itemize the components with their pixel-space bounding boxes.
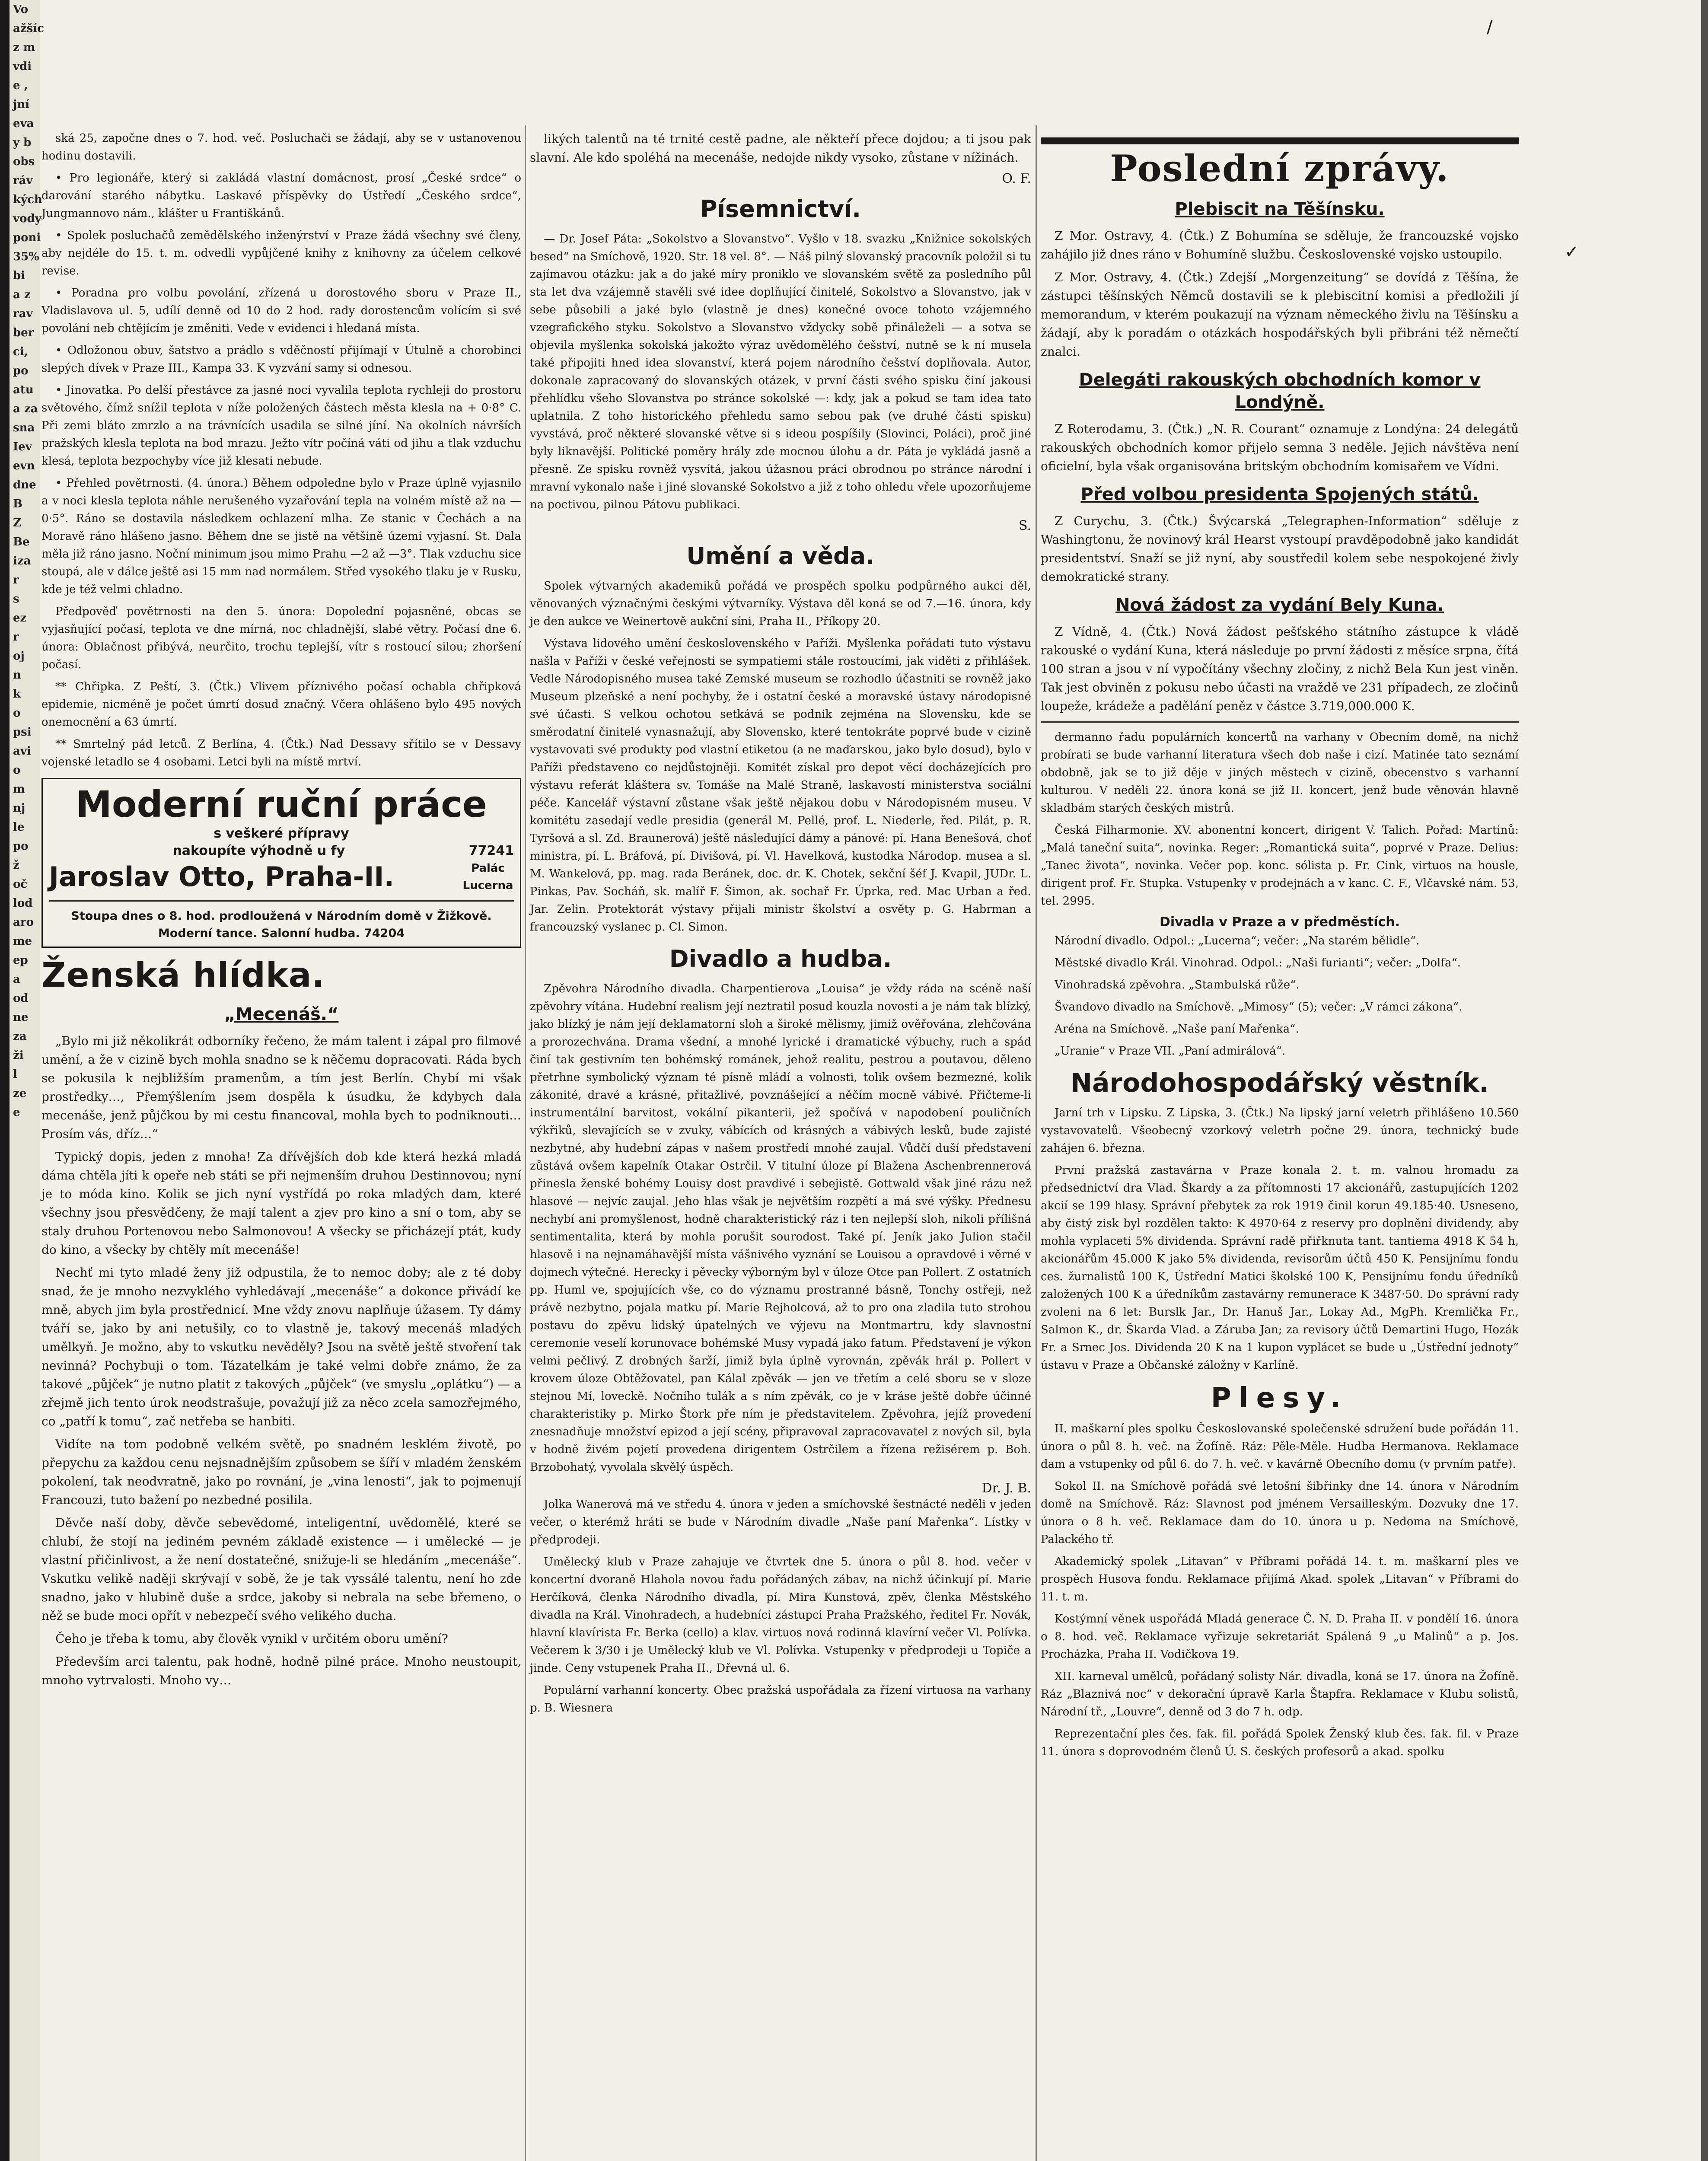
article-title: Před volbou presidenta Spojených států. <box>1080 484 1479 504</box>
paragraph: Reprezentační ples čes. fak. fil. pořádá Spolek Ženský klub čes. fak. fil. v Praze 11. února s doprovodném členů Ú. S. českých profesorů a akad. spolku <box>1041 1728 1519 1758</box>
cut-fragment: rav <box>13 307 33 320</box>
cut-fragment: psi <box>13 726 32 739</box>
paragraph: „Uranie“ v Praze VII. „Paní admirálová“. <box>1055 1045 1286 1058</box>
balls-section <box>1041 1420 1519 1761</box>
ad-line: nakoupíte výhodně u fy 77241 <box>172 843 514 858</box>
article-body: Z Vídně, 4. (Čtk.) Nová žádost pešťského státního zástupce k vládě rakouské o vydání Kuna, která následuje po první žádosti z měsíce srpna, čítá 100 stran a jsou v ní vypočítány všechny zločiny, z nichž Bela Kun jest viněn. Tak jest obviněn z pokusu nebo účasti na vraždě ve 231 případech, ze zločinů loupeže, krádeže a padělání peněz v částce 3.719,000.000 K. <box>1041 625 1519 713</box>
ad-line: s veškeré přípravy <box>214 826 349 841</box>
section-heading: Poslední zprávy. <box>1041 137 1519 190</box>
cut-fragment: o <box>13 707 21 720</box>
cut-fragment: z m <box>13 41 35 54</box>
cut-fragment: ez <box>13 612 27 625</box>
cut-fragment: vody <box>13 212 41 225</box>
cut-fragment: 35% <box>13 250 39 263</box>
cut-fragment: ep <box>13 954 28 967</box>
cut-fragment: nj <box>13 802 25 815</box>
cut-fragment: me <box>13 935 32 948</box>
paragraph: Národní divadlo. Odpol.: „Lucerna“; večer: „Na starém bělidle“. <box>1055 934 1420 947</box>
article-body: Z Roterodamu, 3. (Čtk.) „N. R. Courant“ oznamuje z Londýna: 24 delegátů rakouských obchodních komor přijelo semna 3 neděle. Jejich návštěva není oficielní, byla však organisována britským obchodním komisařem ve Vídni. <box>1041 422 1519 473</box>
article-title: Delegáti rakouských obchodních komor v Londýně. <box>1079 370 1481 412</box>
cut-fragment: s <box>13 593 19 606</box>
paragraph: Především arci talentu, pak hodně, hodně pilné práce. Mnoho neustoupit, mnoho vytrvalosti. Mnoho vy… <box>41 1654 521 1687</box>
cut-fragment: oj <box>13 650 25 663</box>
paragraph: Děvče naší doby, děvče sebevědomé, inteligentní, uvědomělé, které se chlubí, že stojí na jediném pevném základě existence — i umělecké — je vlastní přičinlivost, a že není dostatečné, snižuje-li se hledáním „mecenáše“. Vskutku velikě naději skrývají v sobě, že je tak vyssálé talentu, není ho zde snadno, jako v hlubině duše a srdce, jakoby si nebrala na sebe břemeno, o něž se bude moci opřít v nebezpečí svého velikého ducha. <box>41 1516 521 1623</box>
cut-fragment: eva <box>13 117 34 130</box>
cut-fragment: e <box>13 1106 20 1119</box>
listing-heading: Divadla v Praze a v předměstích. <box>1159 915 1400 930</box>
cut-fragment: lod <box>13 897 33 910</box>
paragraph: — Dr. Josef Páta: „Sokolstvo a Slovanstvo“. Vyšlo v 18. svazku „Knižnice sokolských besed“ na Smíchově, 1920. Str. 18 vel. 8°. — Náš pilný slovanský pracovník položil si tu zajímavou otázku: jak a do jaké míry proniklo ve slovanském světě za posledního půl sta let dva vzájemně stavěli své idee doplňující činitelé, Sokolstvo a Slovanstvo, jak v sebe působili a jaké bylo (vlastně je dnes) konečné ovoce tohoto vzájemného vzegrafického styku. Sokolstvo a Slovanstvo vždycky sobě přináleželi — a sotva se objevila myšlenka sokolská jakožto výraz uvědomělého češství, nutně se k ní musela také připojiti hned idea slovanství, která pojem národního češství doplňovala. Autor, dokonale zapracovaný do slovanských otázek, v první části svého spisku činí jakousi přehlídku všeho Slovanstva po stránce sokolské —: kdy, jak a pokud se tam idea tato uplatnila. Z toho historického přehledu samo sebou pak (ve druhé části spisku) vyvstává, proč některé slovanské větve si s ideou pospíšily (Slovinci, Poláci), proč jiné byly liknavější. Politické poměry hrály zde mocnou úlohu a dr. Páta je vykládá jasně a přesně. Ze spisku rovněž vysvítá, jakou úžasnou práci obrodnou po stránce národní i mravní vykonalo naše i jiné slovanské Sokolstvo a již z toho ohledu vřele upozorňujeme na poctivou, pilnou Pátovu publikaci. <box>530 233 1031 511</box>
cut-fragment: a z <box>13 288 31 301</box>
article-title: Plebiscit na Těšínsku. <box>1175 199 1385 219</box>
paragraph: Sokol II. na Smíchově pořádá své letošní šibřinky dne 14. února v Národním domě na Smíchově. Ráz: Slavnost pod jménem Versailleským. Dozvuky dne 17. února o 8 h. več. Reklamace dam do 10. února u p. Nedoma na Smíchově, Palackého tř. <box>1041 1480 1519 1546</box>
paragraph: Předpověď povětrnosti na den 5. února: Dopolední pojasněné, obcas se vyjasňující počasí, teplota ve dne mírná, noc chladnější, slabé větry. Počasí dne 6. února: Oblačnost přibývá, neurčito, trochu teplejší, vítr s rostoucí silou; zhoršení počasí. <box>41 605 521 671</box>
cut-fragment: po <box>13 840 29 853</box>
cut-fragment: a <box>13 973 20 986</box>
paragraph: Zpěvohra Národního divadla. Charpentierova „Louisa“ je vždy ráda na scéně naší zpěvohry vítána. Hudební realism její neztratil posud kouzla novosti a je nám tak blízký, jako blízký je nám její deklamatorní sloh a široké mělismy, jimiž ověřována, zlehčována a prorozechvána. Drama všední, a mnohé lyrické i dramatické výbuchy, ruch a spád činí tak gestivním ten bohémský románek, jehož realitu, pestrou a poutavou, děleno přetrhne symbolický význam té písně mládí a volnosti, tolik ovšem bezmezné, kolik zákonité, dravé a krásné, přitažlivé, povznášející a něčím mocně vábivé. Přičteme-li instrumentální barvitost, vokální pikanterii, jež spočívá v napodobení pouličních výkřiků, slevajících se v zvuky, vábících od krásných a vábivých lesků, bude zajisté nezbytné, aby hudební zápas v našem prostředí mnohé zaujal. Vůdčí duší představení zůstává ovšem kapelník Otakar Ostrčil. V titulní úloze pí Blažena Aschenbrennerová přinesla ženské bohémy Louisy dost pravdivé i sebejistě. Gottwald však jiné rázu než hlasové — nejvíc zaujal. Jeho hlas však je největším rozpětí a má své výšky. Přednesu nechybí ani promyšlenost, hodně charakteristický ráz i ten nejlepší sloh, nikoli přílišná sentimentalita, která by mohla porušit sourodost. Také pí. Jeník jako Julion stačil hlasově i na nejnamáhavější místa vášnivého vyznání se Louisou a opravdové i věrné v dojmech výtečné. Herecky i pěvecky výborným byl v úloze Otce pan Pollert. Z ostatních pp. Huml ve, spojujících vše, co do významu prostranné básně, Tonchy ostřeji, než právě nezbytno, pojala matku pí. Marie Rejholcová, až to pro ona zladila tuto strohou postavu do zpěvu lidský úpatelných ve výjevu na Montmartru, kdy slavnostní ceremonie veselí korunovace bohémské Musy vypadá jako fatum. Představení je výkon velmi pečlivý. Z drobných šarží, jimiž byla úplně vyrovnán, zpěvák hrál p. Pollert v krovem úloze Obtěžovatel, pan Kálal zpěvák — jen ve třetím a celé sboru se v sloze stejnou Mí, loveckě. Nočního tulák a s ním zpěvák, co je v kráse ještě dobře účinné charakteristiky p. Mirko Štork pře ním je představitelem. Zpěvohra, jejíž provedení znesnadňuje množství epizod a její scény, připravoval zapracovavatel z nových sil, byla v hodně živém pojetí provedena dirigentem Ostrčilem a řízena režisérem p. Boh. Brzobohatý, vyvolala skvělý úspěch. <box>530 982 1031 1474</box>
economy-section <box>1041 1104 1519 1374</box>
literature-section <box>530 230 1031 514</box>
article-title: „Mecenáš.“ <box>224 1004 339 1024</box>
cut-fragment: Iev <box>13 440 32 453</box>
cut-fragment: ráv <box>13 174 33 187</box>
article-body: Z Curychu, 3. (Čtk.) Švýcarská „Telegraphen-Information“ sděluje z Washingtonu, že novinový král Hearst vystoupí pravděpodobně jako kandidát presidentství. Snaží se již nyní, aby soustředil kolem sebe nespokojené živly demokratické strany. <box>1041 514 1519 584</box>
ad-notice: Stoupa dnes o 8. hod. prodloužená v Národním domě v Žižkově. Moderní tance. Salonní hudba. 74204 <box>71 909 492 940</box>
plebiscite-news <box>1041 226 1519 361</box>
section-heading: Plesy. <box>1211 1382 1349 1414</box>
paragraph: • Odložonou obuv, šatstvo a prádlo s vděčností přijímají v Útulně a chorobinci slepých dívek v Praze III., Kampa 33. K vyzvání samy si odnesou. <box>41 344 521 375</box>
paragraph: Z Mor. Ostravy, 4. (Čtk.) Zdejší „Morgenzeitung“ se dovídá z Těšína, že zástupci těšínských Němců dostavili se k plebiscitní komisi a předložili jí memorandum, v kterém poukazují na význam německého živlu na Těšínsku a žádají, aby k poradám o otázkách hospodářských byli přibráni též němečtí znalci. <box>1041 270 1519 359</box>
paragraph: „Bylo mi již několikrát odborníky řečeno, že mám talent i zápal pro filmové umění, a že v cizině bych mohla snadno se k něčemu dopracovati. Ráda bych se pokusila k nejbližším pramenům, a tím jest Berlín. Chybí mi však prostředky…, Přemýšlením jsem dospěla k úsudku, že kdybych dala mecenáše, jenž půjčkou by mi cestu financoval, mohla bych to podniknouti… Prosím vás, dříz…“ <box>41 1034 521 1141</box>
paragraph: První pražská zastavárna v Praze konala 2. t. m. valnou hromadu za předsednictví dra Vlad. Škardy a za přítomnosti 17 akcionářů, zastupujících 1202 akcií se 199 hlasy. Správní přebytek za rok 1919 činil korun 49.185·40. Usneseno, aby čistý zisk byl rozdělen takto: K 4970·64 z reservy pro doplnění dividendy, aby mohla vyplaceti 5% dividenda. Správní radě přiřknuta tant. tantiema 4918 K 54 h, akcionářům 45.000 K jako 5% dividenda, revisorům účtů 450 K. Pensijnímu fondu ces. žurnalistů 100 K, Ústřední Matici školské 100 K, Pensijnímu fondu úředníků založených 100 K a úředníkům zastavárny remunerace K 3487·50. Do správní rady zvoleni na 6 let: Burslk Jar., Dr. Hanuš Jar., Lokay Ad., MgPh. Kremlička Fr., Salmon K., dr. Škarda Vlad. a Záruba Jan; za revisory účtů Demartini Hugo, Hozák Fr. a Srnec Jos. Dividenda 20 K na 1 kupon vyplácet se bude u „Ústřední jednoty“ ústavu v Praze a Občanské záložny v Karlíně. <box>1041 1164 1519 1372</box>
section-heading: Ženská hlídka. <box>41 956 325 995</box>
paragraph: Akademický spolek „Litavan“ v Příbrami pořádá 14. t. m. maškarní ples ve prospěch Husova fondu. Reklamace přijímá Akad. spolek „Litavan“ v Příbrami do 11. t. m. <box>1041 1555 1519 1603</box>
paragraph: ská 25, započne dnes o 7. hod. več. Posluchači se žádají, aby se v ustanovenou hodinu dostavili. <box>41 132 521 163</box>
cut-fragment: ži <box>13 1049 24 1062</box>
section-heading: Národohospodářský věstník. <box>1070 1068 1489 1098</box>
column-rule <box>1036 125 1037 2161</box>
paragraph: Populární varhanní koncerty. Obec pražská uspořádala za řízení virtuosa na varhany p. B. Wiesnera <box>530 1684 1031 1715</box>
article-title: Nová žádost za vydání Bely Kuna. <box>1115 595 1444 615</box>
paragraph: Typický dopis, jeden z mnoha! Za dřívějších dob kde která hezká mladá dáma chtěla jíti k opeře neb státi se při nejmenším druhou Destinnovou; nyní je to móda kino. Kolik se jich nyní vystřídá po roka mladých dam, které všechny jsou přesvědčeny, že mají talent a zjev pro kino a sní o tom, aby se staly druhou Portenovou nebo Salmonovou! A všecky se přicházejí ptát, kudy do kino, a všecky by chtěly mít mecenáše! <box>41 1150 521 1257</box>
cut-fragment: oč <box>13 878 28 891</box>
signature: Dr. J. B. <box>981 1481 1031 1496</box>
paragraph: Aréna na Smíchově. „Naše paní Mařenka“. <box>1055 1023 1299 1036</box>
paragraph: • Poradna pro volbu povolání, zřízená u dorostového sboru v Praze II., Vladislavova ul. 5, udílí denně od 10 do 2 hod. rady dorostencům volícím si své povolání neb chtějícím je změniti. Vede v evidenci i hledaná místa. <box>41 287 521 335</box>
cut-fragment: ze <box>13 1087 27 1100</box>
paragraph: II. maškarní ples spolku Českoslovanské společenské sdružení bude pořádán 11. února o půl 8. h. več. na Žofíně. Ráz: Pěle-Měle. Hudba Hermanova. Reklamace dam a vstupenky od půl 6. do 7. h. več. v kavárně Obecního domu (v prvním patře). <box>1041 1422 1519 1471</box>
cut-fragment: le <box>13 821 25 834</box>
scan-edge-left <box>0 0 10 2161</box>
cut-fragment: ne <box>13 1011 29 1024</box>
music-notices <box>530 1496 1031 1717</box>
theatre-section <box>530 980 1031 1476</box>
column-3 <box>1041 130 1519 1765</box>
cut-fragment: jní <box>13 98 30 111</box>
section-heading: Divadlo a hudba. <box>669 945 892 972</box>
cut-fragment: e , <box>13 79 28 92</box>
cut-fragment: B <box>13 497 22 510</box>
cut-fragment: kých <box>13 193 42 206</box>
paragraph: ** Chřipka. Z Peští, 3. (Čtk.) Vlivem příznivého počasí ochabla chřipková epidemie, nicméně je počet úmrtí dosud značný. Včera ohlášeno bylo 495 nových onemocnění a 63 úmrtí. <box>41 680 521 729</box>
cut-fragment: y b <box>13 136 32 149</box>
paragraph: Čeho je třeba k tomu, aby člověk vynikl v určitém oboru umění? <box>55 1632 448 1646</box>
signature: O. F. <box>1002 171 1031 186</box>
cut-fragment: r <box>13 574 19 586</box>
cut-fragment: ž <box>13 859 19 872</box>
paragraph: Vidíte na tom podobně velkém světě, po snadném lesklém životě, po přepychu za každou cenu nejsnadnějším způsobem se šíří v mladém ženském pokolení, tak neodvratně, jako po rovnání, je „vina lenosti“, jak to pojmenují Francouzi, tuto bažení po nezbedné posilila. <box>41 1437 521 1507</box>
cut-off-column <box>10 0 44 2161</box>
cut-fragment: za <box>13 1030 27 1043</box>
scan-edge-right <box>1701 0 1708 2161</box>
cut-fragment: ažšíc <box>13 22 44 35</box>
cut-fragment: l <box>13 1068 17 1081</box>
paragraph: Výstava lidového umění československého v Paříži. Myšlenka pořádati tuto výstavu našla v Paříži v české veřejnosti se sympatiemi stále rostoucími, jak viděti z přihlášek. Vedle Národopisného musea také Zemské museum se rozhodlo účastniti se rovněž jako Museum plzeňské a není pochyby, že i ostatní české a moravské ústavy národopisné své účasti. S velkou ochotou setkává se podnik zejména na Slovensku, kde se směrodatní činitelé vynasnažují, aby Slovensko, které tentokráte poprvé bude v cizině vystavovati své produkty pod vlastní etiketou (a ne maďarskou, jako bylo dosud), bylo v Paříži představeno co nejdůstojněji. Komitét získal pro depot věcí docházejících pro výstavu referát kláštera sv. Tomáše na Malé Straně, laskavostí ministerstva sociální péče. Kancelář výstavní zůstane však ještě nějakou dobu v Národopisném museu. V komitétu zasedají vedle presidia (generál M. Pellé, prof. L. Niederle, řed. Pilát, p. R. Tyršová a sl. Zd. Braunerová) ještě následující dámy a pánové: pí. Hana Benešová, choť ministra, pí. L. Bráfová, pí. Divišová, pí. Vl. Havelková, kustodka Národop. musea a sl. M. Wankelová, pp. mag. rada Beránek, doc. dr. K. Chotek, sekční šéf J. Kvapil, JUDr. L. Pinkas, Pav. Socháň, sk. malíř F. Šimon, ak. sochař Fr. Úprka, red. Mac Urban a řed. Jar. Zelin. Protektorát výstavy přijali ministr školství a osvěty p. G. Habrman a francouzský vyslanec p. Cl. Simon. <box>530 637 1031 934</box>
cut-fragment: Z <box>13 516 21 529</box>
paragraph: Jolka Wanerová má ve středu 4. února v jeden a smíchovské šestnácté neděli v jeden večer, o kterémž hráti se bude v Národním divadle „Naše paní Mařenka“. Lístky v předprodeji. <box>530 1498 1031 1546</box>
cut-fragment: ber <box>13 326 34 339</box>
cut-fragment: atu <box>13 383 34 396</box>
article-continuation: likých talentů na té trnité cestě padne, ale někteří přece dojdou; a ti jsou pak slavní. Ale kdo spoléhá na mecenáše, nedojde nikdy vysoko, zůstane v nížinách. <box>530 132 1031 165</box>
cut-fragment: avi <box>13 745 31 758</box>
cut-fragment: m <box>13 783 25 796</box>
cut-fragment: iza <box>13 555 31 567</box>
cut-fragment: evn <box>13 459 35 472</box>
paragraph: Švandovo divadlo na Smíchově. „Mimosy“ (5); večer: „V rámci zákona“. <box>1055 1001 1463 1014</box>
paragraph: ** Smrtelný pád letců. Z Berlína, 4. (Čtk.) Nad Dessavy sřítilo se v Dessavy vojenské letadlo se 4 osobami. Letci byli na místě mrtví. <box>41 738 521 768</box>
paragraph: • Spolek posluchačů zemědělského inženýrství v Praze žádá všechny své členy, aby nejdéle do 15. t. m. odvedli vypůjčené knihy z knihovny za účelem celkové revise. <box>41 229 521 277</box>
paragraph: Městské divadlo Král. Vinohrad. Odpol.: „Naši furianti“; večer: „Dolfa“. <box>1055 956 1461 969</box>
pencil-mark: ✓ <box>1565 242 1579 262</box>
pencil-mark: / <box>1487 17 1493 37</box>
cut-fragment: ci, <box>13 345 28 358</box>
cut-fragment: Vo <box>13 3 29 16</box>
article-body <box>41 1032 521 1689</box>
cut-fragment: obs <box>13 155 35 168</box>
paragraph: Z Mor. Ostravy, 4. (Čtk.) Z Bohumína se sděluje, že francouzské vojsko zahájilo již dnes ráno v Bohumíně službu. Československé vojsko ustoupilo. <box>1041 229 1519 261</box>
paragraph: Jarní trh v Lipsku. Z Lipska, 3. (Čtk.) Na lipský jarní veletrh přihlášeno 10.560 vystavovatelů. Všeobecný vzorkový veletrh počne 29. února, technický bude zahájen 6. března. <box>1041 1106 1519 1155</box>
cut-fragment: a za <box>13 402 38 415</box>
paragraph: • Jinovatka. Po delší přestávce za jasné noci vyvalila teplota rychleji do prostoru světového, čímž snížil teplota v níže položených částech města klesla na + 0·8° C. Při zemi bláto zmrzlo a na trávnících usadila se silné jíní. Na okolních návrších pražských klesla teplota na bod mrazu. Ježto vítr počíná váti od jihu a tlak vzduchu klesá, teplota bezpochyby více již klesati nebude. <box>41 384 521 468</box>
cut-fragment: r <box>13 631 19 644</box>
cut-fragment: n <box>13 669 21 682</box>
article-body: dermanno řadu populárních koncertů na varhany v Obecním domě, na nichž probírati se bude varhanní literatura všech dob naše i cizí. Matinée tato seznámí obdobně, jak se to již děje v jiných městech v cizině, obecenstvo s varhanní kulturou. V neděli 22. února koná se již II. koncert, jenž bude věnován hlavně skladbám starých českých mistrů. <box>1041 731 1519 815</box>
signature: S. <box>1018 518 1031 533</box>
cut-fragment: k <box>13 688 21 701</box>
cut-fragment: Be <box>13 535 30 548</box>
ad-company-name: Jaroslav Otto, Praha-II. <box>49 861 395 892</box>
column-2 <box>530 130 1031 1721</box>
paragraph: Nechť mi tyto mladé ženy již odpustila, že to nemoc doby; ale z té doby snad, že je mnoho nezvyklého vyhledávají „mecenáše“ a dokonce přivádí ke mně, abych jim byla prostřednicí. Mne vždy znovu naplňuje úžasem. Ty dámy tváří se, jako by ani netušily, co to vlastně je, takový mecenáš mladých umělkyň. Je možno, aby to vskutku nevěděly? Jsou na světě ještě stvoření tak nevinná? Pochybuji o tom. Tázatelkám je také velmi dobře známo, že za takové „půjček“ je nutno platit z takových „půjček“ (ve smyslu „oplátku“) — a zřejmě jich tento úrok neodstrašuje, považují již za něco zcela samozřejmého, co „patří k tomu“, zač netřeba se hanbiti. <box>41 1265 521 1428</box>
column-1 <box>41 130 521 1694</box>
section-heading: Písemnictví. <box>700 195 861 223</box>
paragraph: Spolek výtvarných akademiků pořádá ve prospěch spolku podpůrného aukci děl, věnovaných význačnými českými výtvarníky. Výstava děl koná se od 7.—16. února, kdy je den aukce ve Weinertově aukční síni, Praha II., Příkopy 20. <box>530 580 1031 628</box>
cut-fragment: o <box>13 764 21 777</box>
article-body: Česká Filharmonie. XV. abonentní koncert, dirigent V. Talich. Pořad: Martinů: „Malá taneční suita“, novinka. Reger: „Romantická suita“, poprvé v Praze. Delius: „Tanec života“, novinka. Večer pop. konc. sólista p. Fr. Cink, virtuos na housle, dirigent prof. Fr. Stupka. Vstupenky v prodejnách a v kanc. C. F., Vlčavské nám. 53, tel. 2995. <box>1041 824 1519 908</box>
local-news <box>41 130 521 771</box>
advertisement <box>41 778 521 948</box>
paragraph: Vinohradská zpěvohra. „Stambulská růže“. <box>1055 979 1300 991</box>
paragraph: • Přehled povětrnosti. (4. února.) Během odpoledne bylo v Praze úplně vyjasnilo a v noci klesla teplota náhle nerušeného vyzařování tepla na volném místě až na — 0·5°. Ráno se dostavila následkem ochlazení mlha. Ze stanic v Čechách a na Moravě ráno hlášeno jasno. Během dne se jistě na většině území vyjasní. St. Dala měla již ráno jasno. Noční minimum jsou mimo Prahu —2 až —3°. Tlak vzduchu sice stoupá, ale v dálce ještě asi 15 mm nad normálem. Střed vysokého tlaku je v Rusku, kde je též velmi chladno. <box>41 477 521 596</box>
theatre-listing <box>1041 932 1519 1060</box>
cut-fragment: sna <box>13 421 35 434</box>
ad-place: Palác Lucerna <box>462 862 513 892</box>
cut-fragment: poni <box>13 231 41 244</box>
cut-fragment: aro <box>13 916 34 929</box>
arts-section <box>530 577 1031 936</box>
cut-fragment: od <box>13 992 29 1005</box>
paragraph: Umělecký klub v Praze zahajuje ve čtvrtek dne 5. února o půl 8. hod. večer v koncertní dvoraně Hlahola novou řadu pořádaných zábav, na nichž účinkují pí. Marie Herčíková, členka Národního divadla, pí. Mira Kunstová, zpěv, členka Městského divadla na Král. Vinohradech, a hudebníci zástupci Praha Pražského, ředitel Fr. Novák, hlavní klavírista Fr. Berka (cello) a klav. virtuos nová rodinná klavírní večer Vl. Polívka. Večerem k 3/30 i je Umělecký klub ve Vl. Polívka. Vstupenky v předprodeji u Topiče a jinde. Ceny vstupenek Praha II., Dřevná ul. 6. <box>530 1555 1031 1675</box>
paragraph: Kostýmní věnek uspořádá Mladá generace Č. N. D. Praha II. v pondělí 16. února o 8. hod. več. Reklamace vyřizuje sekretariát Spálená 9 „u Malinů“ a p. Jos. Procházka, Praha II. Vodičkova 19. <box>1041 1613 1519 1661</box>
section-heading: Umění a věda. <box>686 542 875 570</box>
column-rule <box>525 125 526 2161</box>
ad-title: Moderní ruční práce <box>76 783 487 826</box>
cut-fragment: po <box>13 364 29 377</box>
cut-fragment: vdi <box>13 60 32 73</box>
cut-fragment: dne <box>13 478 36 491</box>
paragraph: • Pro legionáře, který si zakládá vlastní domácnost, prosí „České srdce“ o darování starého nábytku. Laskavé příspěvky do Ústředí „Českého srdce“, Jungmannovo nám., klášter u Františkánů. <box>41 172 521 220</box>
cut-fragment: bi <box>13 269 25 282</box>
paragraph: XII. karneval umělců, pořádaný solisty Nár. divadla, koná se 17. února na Žofíně. Ráz „Blaznivá noc“ v dekorační úpravě Karla Štapfra. Reklamace v Klubu solistů, Národní tř., „Louvre“, denně od 3 do 7 h. odp. <box>1041 1670 1519 1718</box>
